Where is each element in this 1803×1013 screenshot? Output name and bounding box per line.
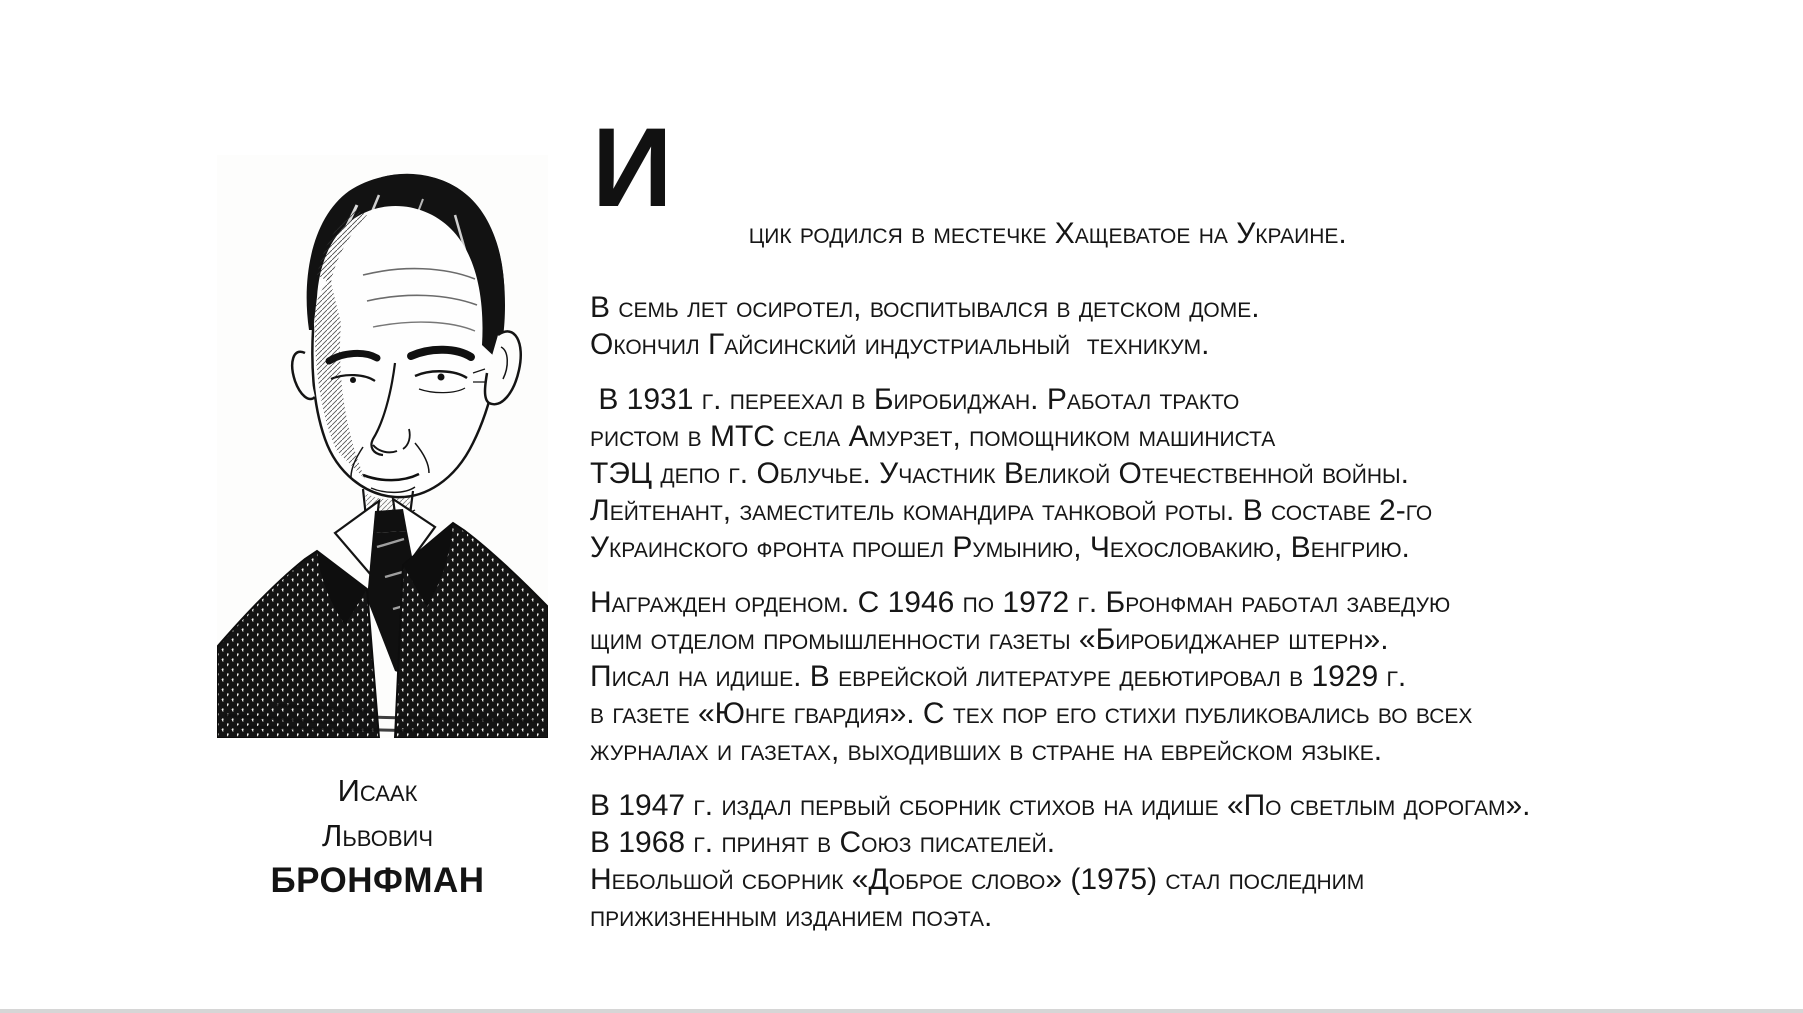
portrait-caption — [187, 768, 568, 903]
text-line: В 1968 г. принят в Союз писателей. — [590, 826, 1056, 859]
drop-cap-letter: И — [592, 105, 673, 230]
page-bottom-edge — [0, 1009, 1803, 1013]
portrait-illustration — [217, 155, 548, 738]
paragraph — [590, 787, 1750, 935]
text-line: ТЭЦ депо г. Облучье. Участник Великой Отечественной войны. — [590, 457, 1409, 490]
paragraph — [590, 381, 1750, 566]
biography-text — [590, 105, 1750, 935]
text-line: В семь лет осиротел, воспитывался в детском доме. — [590, 291, 1260, 324]
text-line: Лейтенант, заместитель командира танковой роты. В составе 2-го — [590, 494, 1433, 527]
text-line: в газете «Юнге гвардия». С тех пор его стихи публиковались во всех — [590, 697, 1473, 730]
text-line — [590, 105, 1750, 289]
text-line: Украинского фронта прошел Румынию, Чехословакию, Венгрию. — [590, 531, 1410, 564]
text-line: Небольшой сборник «Доброе слово» (1975) стал последним — [590, 863, 1365, 896]
text-line: Писал на идише. В еврейской литературе дебютировал в 1929 г. — [590, 660, 1407, 693]
paragraph — [590, 105, 1750, 363]
text-line: Награжден орденом. С 1946 по 1972 г. Бронфман работал заведую — [590, 586, 1451, 619]
text-line: прижизненным изданием поэта. — [590, 900, 993, 933]
text-line: щим отделом промышленности газеты «Биробиджанер штерн». — [590, 623, 1389, 656]
text-line: В 1931 г. переехал в Биробиджан. Работал тракто — [590, 383, 1240, 416]
caption-surname: БРОНФМАН — [270, 861, 485, 900]
paragraph — [590, 584, 1750, 769]
text-line: Окончил Гайсинский индустриальный техникум. — [590, 328, 1210, 361]
caption-patronymic: Львович — [322, 818, 433, 853]
portrait-sketch-svg — [217, 155, 548, 738]
caption-first-name: Исаак — [337, 773, 418, 808]
text-line: В 1947 г. издал первый сборник стихов на идише «По светлым дорогам». — [590, 789, 1531, 822]
text-line-content: цик родился в местечке Хащеватое на Украине. — [748, 217, 1347, 250]
text-line: ристом в МТС села Амурзет, помощником машиниста — [590, 420, 1276, 453]
text-line: журналах и газетах, выходивших в стране на еврейском языке. — [590, 734, 1383, 767]
